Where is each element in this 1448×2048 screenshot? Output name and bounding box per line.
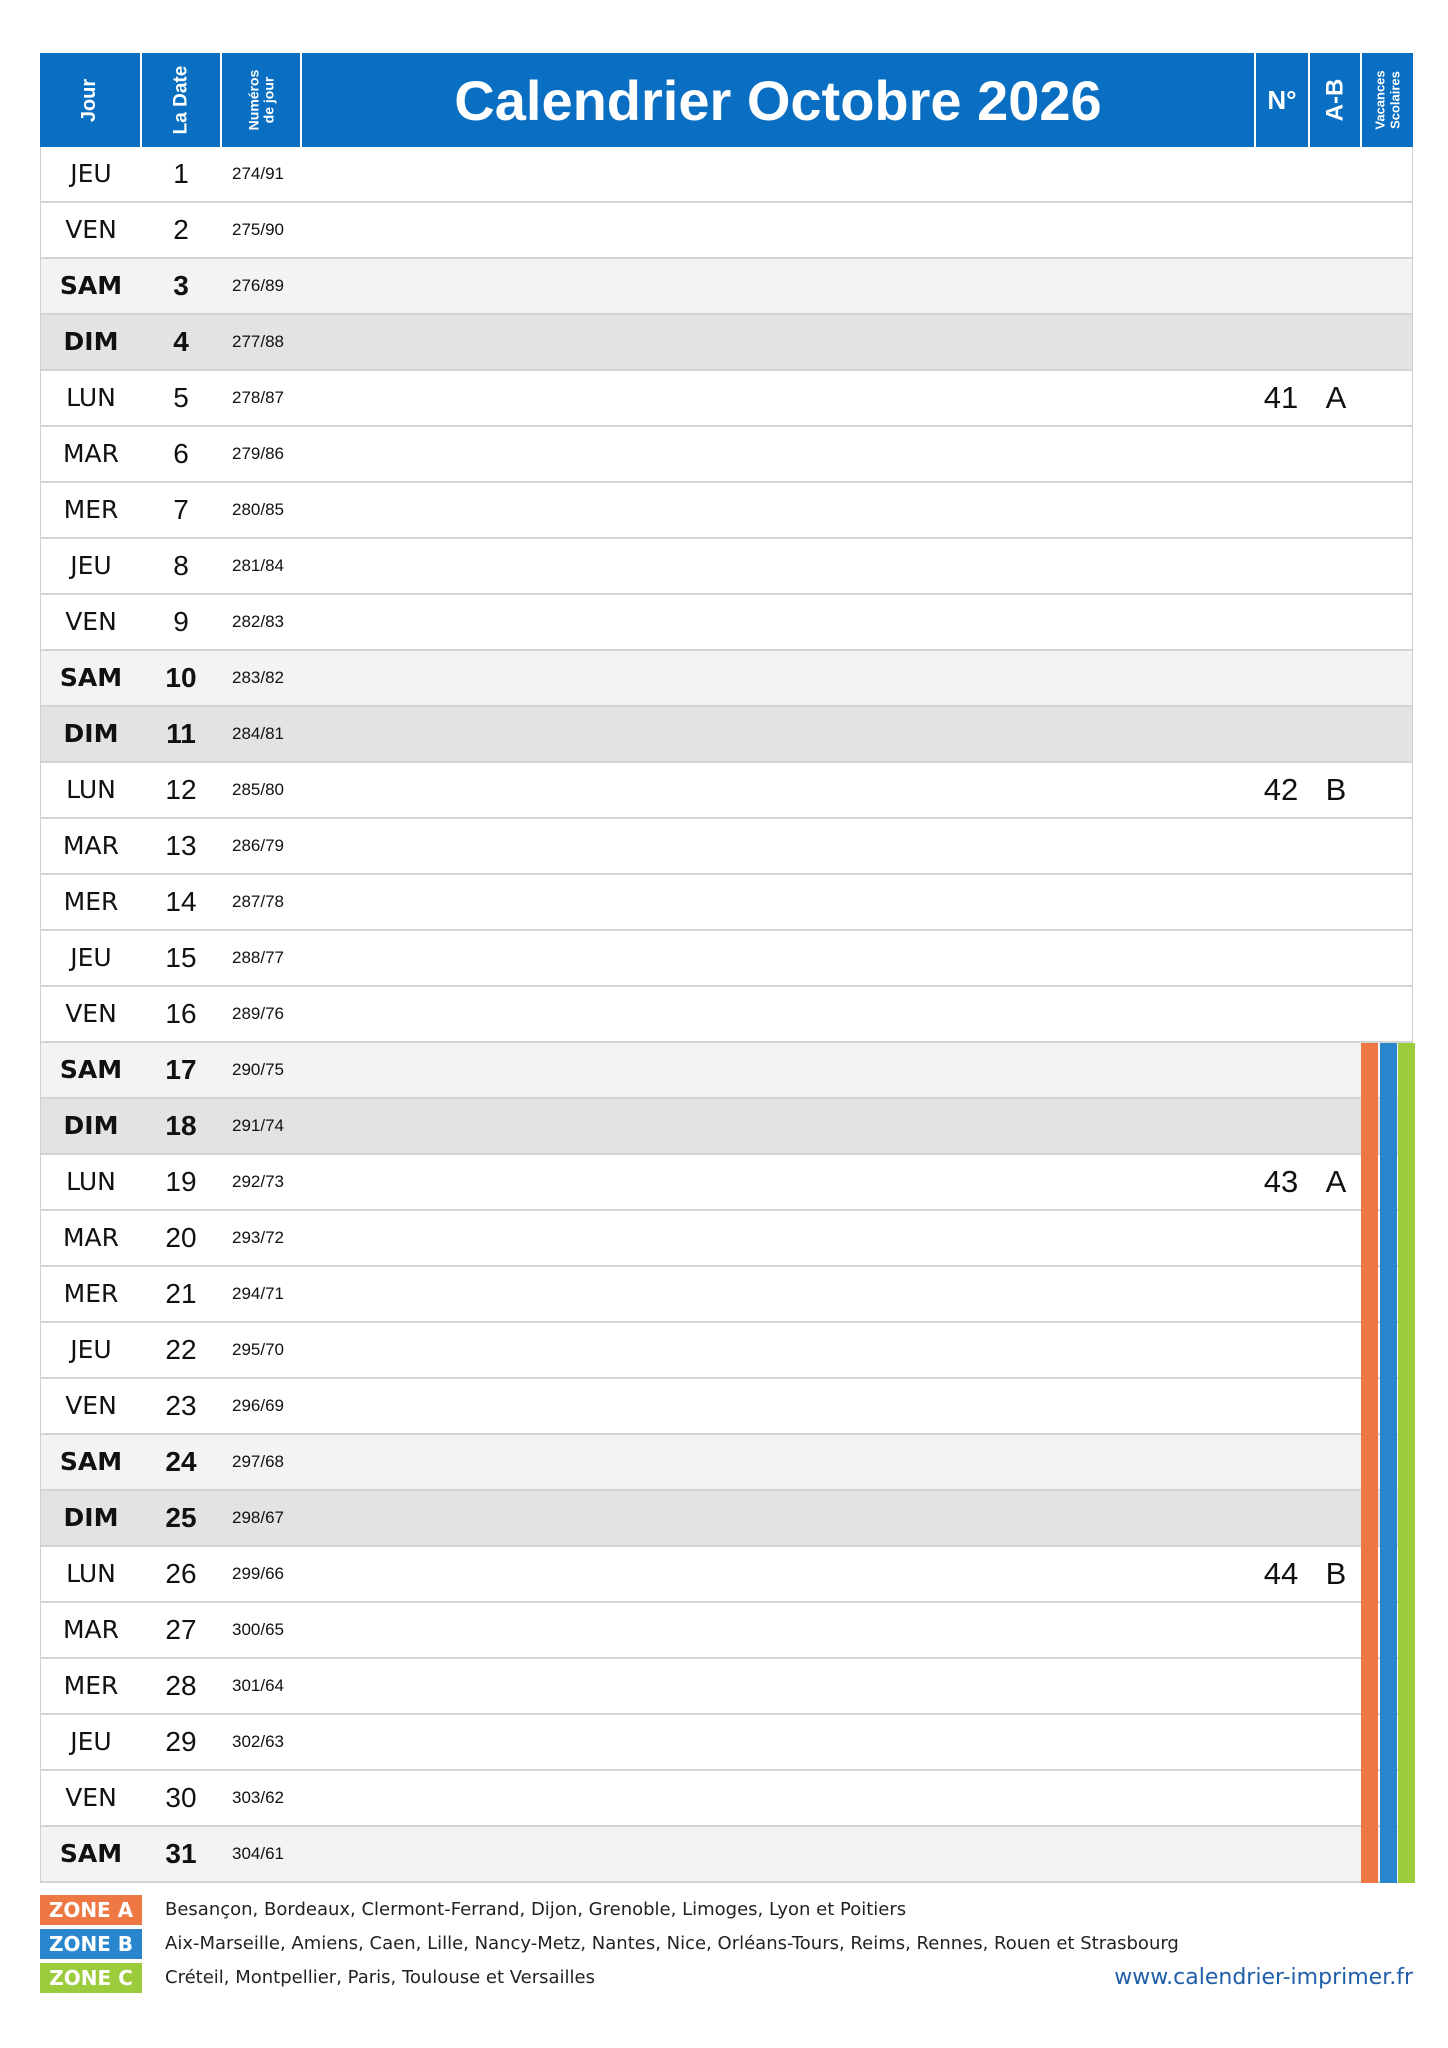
day-number: 279/86	[232, 444, 284, 463]
day-row	[41, 203, 1412, 259]
zone-a-vacation-stripe	[1361, 1435, 1378, 1491]
day-name: MER	[63, 1671, 119, 1700]
zone-a-vacation-stripe	[1361, 1099, 1378, 1155]
day-number: 288/77	[232, 948, 284, 967]
day-number: 297/68	[232, 1452, 284, 1471]
day-number: 290/75	[232, 1060, 284, 1079]
zone-b-vacation-stripe	[1380, 1715, 1397, 1771]
day-date: 16	[165, 998, 197, 1029]
day-row	[41, 1379, 1412, 1435]
day-name: LUN	[66, 775, 116, 804]
header-la-date: La Date	[169, 65, 191, 135]
day-name: JEU	[70, 1727, 112, 1756]
day-date: 18	[165, 1110, 197, 1141]
day-name: JEU	[70, 943, 112, 972]
day-row	[41, 1715, 1412, 1771]
day-name: MER	[63, 495, 119, 524]
day-name: VEN	[65, 607, 117, 636]
header-jour: Jour	[78, 78, 101, 122]
zone-c-cities: Créteil, Montpellier, Paris, Toulouse et Versailles	[165, 1967, 596, 1988]
day-number: 293/72	[232, 1228, 284, 1247]
calendar-table	[40, 53, 1413, 1883]
week-number: 42	[1263, 772, 1299, 807]
day-number: 274/91	[232, 164, 284, 183]
zone-b-vacation-stripe	[1380, 1603, 1397, 1659]
day-date: 20	[165, 1222, 197, 1253]
day-date: 3	[173, 270, 189, 301]
day-number: 283/82	[232, 668, 284, 687]
day-number: 282/83	[232, 612, 284, 631]
day-date: 2	[173, 214, 189, 245]
day-number: 299/66	[232, 1564, 284, 1583]
day-date: 19	[165, 1166, 197, 1197]
header-numeros-line2: de jour	[260, 76, 276, 124]
day-number: 278/87	[232, 388, 284, 407]
day-number: 291/74	[232, 1116, 284, 1135]
day-name: VEN	[65, 999, 117, 1028]
day-row	[41, 1771, 1412, 1827]
header-numeros-cell	[222, 53, 302, 147]
day-date: 31	[165, 1838, 197, 1869]
day-number: 301/64	[232, 1676, 284, 1695]
zone-a-badge: ZONE A	[40, 1895, 142, 1925]
day-row	[41, 427, 1412, 483]
day-row	[41, 595, 1412, 651]
day-row	[41, 763, 1412, 819]
header-title-cell	[302, 53, 1256, 147]
week-number: 43	[1263, 1164, 1299, 1199]
day-date: 15	[165, 942, 197, 973]
day-row	[41, 1043, 1412, 1099]
day-number: 300/65	[232, 1620, 284, 1639]
zone-c-vacation-stripe	[1398, 1715, 1415, 1771]
day-date: 5	[173, 382, 189, 413]
zone-a-vacation-stripe	[1361, 1267, 1378, 1323]
day-row	[41, 651, 1412, 707]
zone-b-vacation-stripe	[1380, 1435, 1397, 1491]
day-date: 4	[173, 326, 189, 357]
day-number: 285/80	[232, 780, 284, 799]
day-name: SAM	[59, 1839, 123, 1868]
day-date: 22	[165, 1334, 197, 1365]
day-name: DIM	[63, 719, 119, 748]
zone-a-cities: Besançon, Bordeaux, Clermont-Ferrand, Dijon, Grenoble, Limoges, Lyon et Poitiers	[165, 1899, 907, 1920]
zone-b-vacation-stripe	[1380, 1547, 1397, 1603]
day-number: 289/76	[232, 1004, 284, 1023]
zone-a-vacation-stripe	[1361, 1659, 1378, 1715]
zone-c-vacation-stripe	[1398, 1491, 1415, 1547]
day-row	[41, 371, 1412, 427]
day-row	[41, 819, 1412, 875]
legend-zone-b	[40, 1929, 1413, 1963]
zone-b-vacation-stripe	[1380, 1043, 1397, 1099]
day-name: JEU	[70, 159, 112, 188]
day-name: SAM	[59, 663, 123, 692]
day-row	[41, 931, 1412, 987]
zone-b-vacation-stripe	[1380, 1099, 1397, 1155]
day-date: 23	[165, 1390, 197, 1421]
header-vacances-line1: Vacances	[1372, 70, 1388, 130]
zone-c-vacation-stripe	[1398, 1155, 1415, 1211]
zone-a-vacation-stripe	[1361, 1827, 1378, 1883]
day-name: VEN	[65, 215, 117, 244]
zone-b-vacation-stripe	[1380, 1267, 1397, 1323]
day-rows	[40, 147, 1413, 1883]
day-date: 1	[173, 158, 189, 189]
day-number: 296/69	[232, 1396, 284, 1415]
day-name: JEU	[70, 1335, 112, 1364]
zone-b-vacation-stripe	[1380, 1323, 1397, 1379]
day-date: 27	[165, 1614, 197, 1645]
day-row	[41, 1099, 1412, 1155]
zone-a-vacation-stripe	[1361, 1491, 1378, 1547]
day-number: 281/84	[232, 556, 284, 575]
zone-b-badge: ZONE B	[40, 1929, 142, 1959]
day-row	[41, 1267, 1412, 1323]
header-ab-cell	[1310, 53, 1362, 147]
zone-a-vacation-stripe	[1361, 1771, 1378, 1827]
day-name: SAM	[59, 1055, 123, 1084]
day-date: 10	[165, 662, 197, 693]
day-name: LUN	[66, 383, 116, 412]
day-row	[41, 1603, 1412, 1659]
zone-c-vacation-stripe	[1398, 1211, 1415, 1267]
day-name: MER	[63, 1279, 119, 1308]
header-ab: A-B	[1321, 78, 1348, 122]
day-number: 303/62	[232, 1788, 284, 1807]
week-ab: B	[1325, 1556, 1347, 1591]
day-name: MAR	[62, 1615, 120, 1644]
day-row	[41, 987, 1412, 1043]
zone-a-vacation-stripe	[1361, 1547, 1378, 1603]
day-row	[41, 1211, 1412, 1267]
zone-a-vacation-stripe	[1361, 1155, 1378, 1211]
day-name: DIM	[63, 1503, 119, 1532]
day-name: VEN	[65, 1783, 117, 1812]
day-name: DIM	[63, 1111, 119, 1140]
zone-c-vacation-stripe	[1398, 1323, 1415, 1379]
day-row	[41, 1827, 1412, 1883]
day-row	[41, 483, 1412, 539]
zone-a-vacation-stripe	[1361, 1323, 1378, 1379]
day-number: 286/79	[232, 836, 284, 855]
zone-a-vacation-stripe	[1361, 1043, 1378, 1099]
header-vacances-line2: Scolaires	[1387, 71, 1403, 129]
week-ab: A	[1325, 1164, 1347, 1199]
header-vacances	[1373, 70, 1403, 129]
day-name: LUN	[66, 1167, 116, 1196]
day-row	[41, 147, 1412, 203]
zone-b-cities: Aix-Marseille, Amiens, Caen, Lille, Nancy-Metz, Nantes, Nice, Orléans-Tours, Reims, Rennes, Rouen et Strasbourg	[165, 1933, 1179, 1954]
day-date: 13	[165, 830, 197, 861]
week-number: 44	[1263, 1556, 1299, 1591]
day-number: 277/88	[232, 332, 284, 351]
zone-c-vacation-stripe	[1398, 1771, 1415, 1827]
zone-a-vacation-stripe	[1361, 1715, 1378, 1771]
day-number: 275/90	[232, 220, 284, 239]
zone-c-vacation-stripe	[1398, 1435, 1415, 1491]
header-no: N°	[1267, 84, 1297, 115]
zone-c-vacation-stripe	[1398, 1267, 1415, 1323]
zone-c-vacation-stripe	[1398, 1043, 1415, 1099]
day-date: 6	[173, 438, 189, 469]
website-link[interactable]: www.calendrier-imprimer.fr	[1114, 1965, 1413, 1990]
day-name: DIM	[63, 327, 119, 356]
day-date: 21	[165, 1278, 197, 1309]
page-title: Calendrier Octobre 2026	[454, 68, 1102, 132]
day-number: 304/61	[232, 1844, 284, 1863]
zone-c-vacation-stripe	[1398, 1379, 1415, 1435]
zone-c-vacation-stripe	[1398, 1827, 1415, 1883]
week-ab: B	[1325, 772, 1347, 807]
day-date: 14	[165, 886, 197, 917]
day-number: 276/89	[232, 276, 284, 295]
day-date: 11	[166, 718, 196, 749]
day-date: 17	[165, 1054, 197, 1085]
zone-b-vacation-stripe	[1380, 1155, 1397, 1211]
day-row	[41, 315, 1412, 371]
day-row	[41, 875, 1412, 931]
header-la-date-cell	[142, 53, 222, 147]
day-date: 30	[165, 1782, 197, 1813]
day-date: 28	[165, 1670, 197, 1701]
zone-a-vacation-stripe	[1361, 1379, 1378, 1435]
zone-b-vacation-stripe	[1380, 1827, 1397, 1883]
day-date: 25	[165, 1502, 197, 1533]
day-date: 26	[165, 1558, 197, 1589]
day-name: MAR	[62, 831, 120, 860]
day-number: 287/78	[232, 892, 284, 911]
day-date: 9	[173, 606, 189, 637]
day-number: 294/71	[232, 1284, 284, 1303]
day-date: 7	[173, 494, 189, 525]
day-name: LUN	[66, 1559, 116, 1588]
zone-b-vacation-stripe	[1380, 1771, 1397, 1827]
day-name: VEN	[65, 1391, 117, 1420]
day-row	[41, 539, 1412, 595]
day-name: MER	[63, 887, 119, 916]
zone-a-vacation-stripe	[1361, 1211, 1378, 1267]
day-row	[41, 1323, 1412, 1379]
header-vacances-cell	[1362, 53, 1413, 147]
day-row	[41, 1435, 1412, 1491]
day-number: 302/63	[232, 1732, 284, 1751]
day-name: MAR	[62, 1223, 120, 1252]
day-name: MAR	[62, 439, 120, 468]
day-name: SAM	[59, 271, 123, 300]
zone-c-badge: ZONE C	[40, 1963, 142, 1993]
day-name: JEU	[70, 551, 112, 580]
legend-zone-a	[40, 1895, 1413, 1929]
day-row	[41, 1491, 1412, 1547]
day-date: 24	[165, 1446, 197, 1477]
calendar-header	[40, 53, 1413, 147]
week-ab: A	[1325, 380, 1347, 415]
day-row	[41, 707, 1412, 763]
header-numeros-line1: Numéros	[245, 69, 261, 131]
zone-b-vacation-stripe	[1380, 1491, 1397, 1547]
day-row	[41, 1659, 1412, 1715]
day-number: 280/85	[232, 500, 284, 519]
zone-c-vacation-stripe	[1398, 1659, 1415, 1715]
zone-b-vacation-stripe	[1380, 1379, 1397, 1435]
day-number: 284/81	[232, 724, 284, 743]
day-row	[41, 259, 1412, 315]
day-number: 292/73	[232, 1172, 284, 1191]
week-number: 41	[1263, 380, 1299, 415]
zone-c-vacation-stripe	[1398, 1603, 1415, 1659]
header-no-cell	[1256, 53, 1310, 147]
header-numeros	[246, 70, 276, 131]
header-jour-cell	[40, 53, 142, 147]
day-name: SAM	[59, 1447, 123, 1476]
zones-legend	[40, 1895, 1413, 1997]
day-number: 298/67	[232, 1508, 284, 1527]
day-date: 29	[165, 1726, 197, 1757]
zone-b-vacation-stripe	[1380, 1659, 1397, 1715]
zone-c-vacation-stripe	[1398, 1547, 1415, 1603]
zone-b-vacation-stripe	[1380, 1211, 1397, 1267]
day-row	[41, 1547, 1412, 1603]
day-row	[41, 1155, 1412, 1211]
day-date: 8	[173, 550, 189, 581]
day-date: 12	[165, 774, 197, 805]
zone-c-vacation-stripe	[1398, 1099, 1415, 1155]
zone-a-vacation-stripe	[1361, 1603, 1378, 1659]
day-number: 295/70	[232, 1340, 284, 1359]
